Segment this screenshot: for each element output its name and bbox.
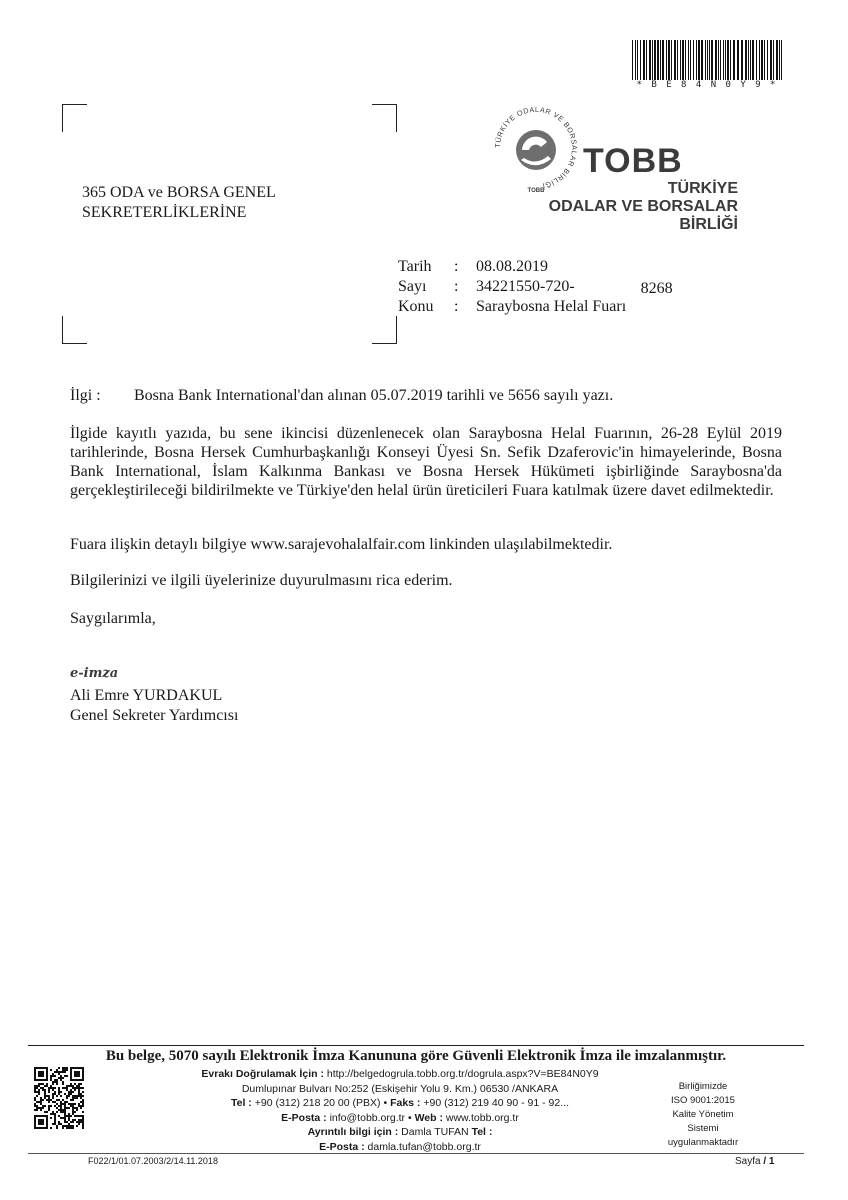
meta-label: Sayı xyxy=(398,278,427,295)
footer-label: Tel : xyxy=(471,1126,493,1138)
document-meta xyxy=(398,257,673,317)
footer-label: E-Posta : xyxy=(319,1140,365,1153)
footer-phone-line xyxy=(160,1096,640,1111)
recipient-line: SEKRETERLİKLERİNE xyxy=(82,204,247,221)
logo-title: TOBB xyxy=(583,142,683,180)
footer-value: +90 (312) 219 40 90 - 91 - 92... xyxy=(423,1097,569,1109)
meta-row-sayi xyxy=(398,277,673,297)
footer-bullet: • xyxy=(407,1111,412,1124)
footer-email-web-line xyxy=(160,1111,640,1126)
logo-subtitle-line: ODALAR VE BORSALAR xyxy=(548,198,738,215)
address-corner-mark xyxy=(372,104,397,132)
page-label: Sayfa xyxy=(735,1156,761,1167)
logo-subtitle xyxy=(520,180,738,234)
body-paragraph: İlgide kayıtlı yazıda, bu sene ikincisi düzenlenecek olan Saraybosna Helal Fuarının, 26-28 Eylül 2019 tarihlerinde, Bosna Hersek Cumhurbaşkanlığı Konseyi Üyesi Sn. Sefik Dzaferovic'in himayelerinde, Bosna Bank International, İslam Kalkınma Bankası ve Bosna Hersek Hükümeti işbirliğinde Saraybosna'da gerçekleştirileceği bildirilmekte ve Türkiye'den helal ürün üreticileri Fuara katılmak üzere davet edilmektedir. xyxy=(70,425,782,499)
footer-label: Ayrıntılı bilgi için : xyxy=(307,1126,399,1138)
logo-subtitle-line: TÜRKİYE xyxy=(667,180,738,197)
footer-contact-info xyxy=(160,1067,640,1154)
barcode-text: * B E 8 4 N 0 Y 9 * xyxy=(636,80,778,90)
footer-bottom-divider xyxy=(28,1153,804,1154)
closing-salutation: Saygılarımla, xyxy=(70,610,156,627)
meta-label: Tarih xyxy=(398,258,432,275)
barcode xyxy=(632,40,782,80)
body-paragraph: Bilgilerinizi ve ilgili üyelerinize duyurulmasını rica ederim. xyxy=(70,572,453,589)
footer-esignature-notice: Bu belge, 5070 sayılı Elektronik İmza Kanununa göre Güvenli Elektronik İmza ile imzalanmıştır. xyxy=(105,1048,727,1064)
e-signature-mark: e-imza xyxy=(70,666,119,681)
footer-divider xyxy=(28,1045,804,1046)
meta-value: 34221550-720- xyxy=(476,278,575,295)
iso-line: ISO 9001:2015 xyxy=(671,1095,735,1106)
form-code: F022/1/01.07.2003/2/14.11.2018 xyxy=(88,1156,218,1166)
iso-line: Sistemi xyxy=(687,1123,719,1134)
meta-row-tarih xyxy=(398,257,673,277)
iso-line: Kalite Yönetim xyxy=(672,1109,734,1120)
signer-name: Ali Emre YURDAKUL xyxy=(70,687,223,704)
iso-line: uygulanmaktadır xyxy=(667,1137,739,1148)
meta-colon: : xyxy=(454,258,459,275)
contact-email-link[interactable]: damla.tufan@tobb.org.tr xyxy=(367,1140,481,1153)
footer-label: Evrakı Doğrulamak İçin : xyxy=(201,1068,324,1080)
meta-row-konu xyxy=(398,297,673,317)
footer-value: +90 (312) 218 20 00 (PBX) xyxy=(254,1097,381,1109)
footer-bullet: • xyxy=(383,1097,388,1109)
meta-value: 08.08.2019 xyxy=(476,258,548,275)
meta-label: Konu xyxy=(398,298,434,315)
meta-value: Saraybosna Helal Fuarı xyxy=(476,298,627,315)
footer-label: Faks : xyxy=(390,1097,421,1109)
footer-label: E-Posta : xyxy=(281,1111,327,1124)
footer-address: Dumlupınar Bulvarı No:252 (Eskişehir Yolu 9. Km.) 06530 /ANKARA xyxy=(241,1082,559,1095)
footer-verify-line xyxy=(160,1067,640,1082)
signer-title: Genel Sekreter Yardımcısı xyxy=(70,707,239,724)
web-link[interactable]: www.tobb.org.tr xyxy=(445,1111,519,1124)
page-value: / 1 xyxy=(763,1156,775,1167)
meta-colon: : xyxy=(454,278,459,295)
footer-detail-line xyxy=(160,1125,640,1140)
logo-subtitle-line: BİRLİĞİ xyxy=(679,216,738,233)
meta-colon: : xyxy=(454,298,459,315)
qr-code xyxy=(34,1067,84,1129)
reference-line xyxy=(70,386,782,405)
meta-value-extra: 8268 xyxy=(640,280,673,297)
emblem-small-text: TOBB xyxy=(527,188,545,194)
iso-line: Birliğimizde xyxy=(678,1081,728,1092)
emblem-ring-text: TÜRKİYE ODALAR VE BORSALAR BİRLİĞİ xyxy=(492,104,580,191)
verify-url-link[interactable]: http://belgedogrula.tobb.org.tr/dogrula.aspx?V=BE84N0Y9 xyxy=(326,1068,599,1080)
recipient-line: 365 ODA ve BORSA GENEL xyxy=(82,184,276,201)
footer-label: Tel : xyxy=(231,1097,252,1109)
address-corner-mark xyxy=(62,316,87,344)
reference-text: Bosna Bank International'dan alınan 05.07.2019 tarihli ve 5656 sayılı yazı. xyxy=(134,387,614,404)
reference-label: İlgi : xyxy=(70,387,101,404)
page-number xyxy=(735,1156,774,1167)
footer-label: Web : xyxy=(414,1111,443,1124)
address-corner-mark xyxy=(372,316,397,344)
iso-certification-note xyxy=(648,1080,758,1150)
footer-value: Damla TUFAN xyxy=(401,1126,469,1138)
address-corner-mark xyxy=(62,104,87,132)
email-link[interactable]: info@tobb.org.tr xyxy=(329,1111,406,1124)
recipient-address xyxy=(82,183,276,223)
footer-contact-email-line xyxy=(160,1140,640,1155)
body-paragraph: Fuara ilişkin detaylı bilgiye www.sarajevohalalfair.com linkinden ulaşılabilmektedir. xyxy=(70,536,613,553)
